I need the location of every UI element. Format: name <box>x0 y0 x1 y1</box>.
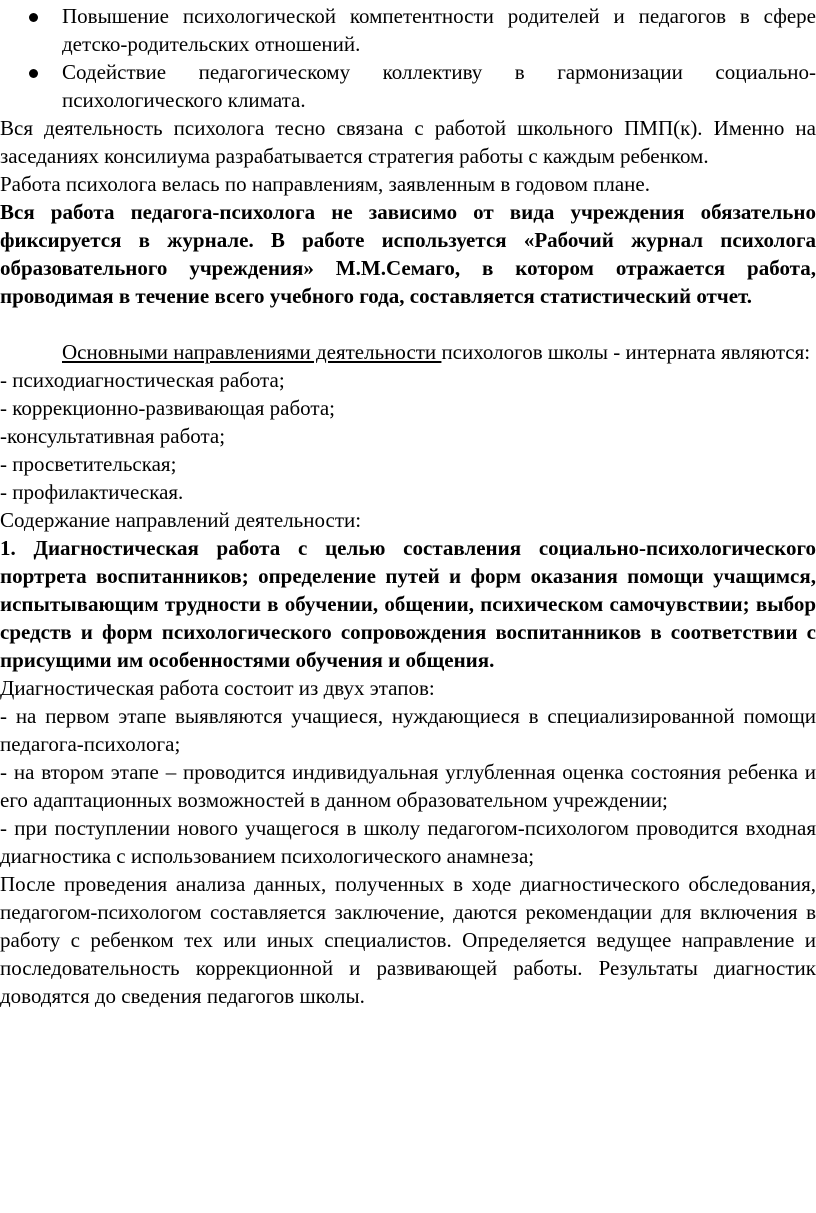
paragraph-main-directions-rest: психологов школы - интерната являются: <box>441 340 811 364</box>
paragraph-annual-plan: Работа психолога велась по направлениям, заявленным в годовом плане. <box>0 172 650 196</box>
spacer <box>0 310 816 338</box>
stage-item: - на первом этапе выявляются учащиеся, нуждающиеся в специализированной помощи педагога-психолога; <box>0 704 816 756</box>
direction-item: - коррекционно-развивающая работа; <box>0 396 335 420</box>
list-item <box>0 2 816 58</box>
underlined-phrase: Основными направлениями деятельности <box>62 340 442 364</box>
goals-list <box>0 2 816 114</box>
direction-item: -консультативная работа; <box>0 424 226 448</box>
direction-item: - психодиагностическая работа; <box>0 368 285 392</box>
bullet-icon <box>29 13 38 22</box>
paragraph-main-directions <box>0 338 816 366</box>
bullet-icon <box>29 69 38 78</box>
paragraph-contents-heading: Содержание направлений деятельности: <box>0 508 362 532</box>
direction-item: - просветительская; <box>0 452 177 476</box>
list-item-text: Содействие педагогическому коллективу в гармонизации социально-психологического климата. <box>62 60 816 112</box>
paragraph-journal-bold: Вся работа педагога-психолога не зависимо от вида учреждения обязательно фиксируется в журнале. В работе используется «Рабочий журнал психолога образовательного учреждения» М.М.Семаго, в котором отражается работа, проводимая в течение всего учебного года, составляется статистический отчет. <box>0 200 816 308</box>
paragraph-conclusion: После проведения анализа данных, полученных в ходе диагностического обследования, педагогом-психологом составляется заключение, даются рекомендации для включения в работу с ребенком тех или иных специалистов. Определяется ведущее направление и последовательность коррекционной и развивающей работы. Результаты диагностик доводятся до сведения педагогов школы. <box>0 872 816 1008</box>
stage-item: - при поступлении нового учащегося в школу педагогом-психологом проводится входная диагностика с использованием психологического анамнеза; <box>0 816 816 868</box>
paragraph-stages-intro: Диагностическая работа состоит из двух этапов: <box>0 676 435 700</box>
list-item-text: Повышение психологической компетентности родителей и педагогов в сфере детско-родительских отношений. <box>62 4 816 56</box>
stage-item: - на втором этапе – проводится индивидуальная углубленная оценка состояния ребенка и его адаптационных возможностей в данном образовательном учреждении; <box>0 760 816 812</box>
direction-item: - профилактическая. <box>0 480 184 504</box>
paragraph-pmpk: Вся деятельность психолога тесно связана с работой школьного ПМП(к). Именно на заседаниях консилиума разрабатывается стратегия работы с каждым ребенком. <box>0 116 816 168</box>
list-item <box>0 58 816 114</box>
paragraph-diagnostic-bold: 1. Диагностическая работа с целью составления социально-психологического портрета воспитанников; определение путей и форм оказания помощи учащимся, испытывающим трудности в обучении, общении, психическом самочувствии; выбор средств и форм психологического сопровождения воспитанников в соответствии с присущими им особенностями обучения и общения. <box>0 536 816 672</box>
